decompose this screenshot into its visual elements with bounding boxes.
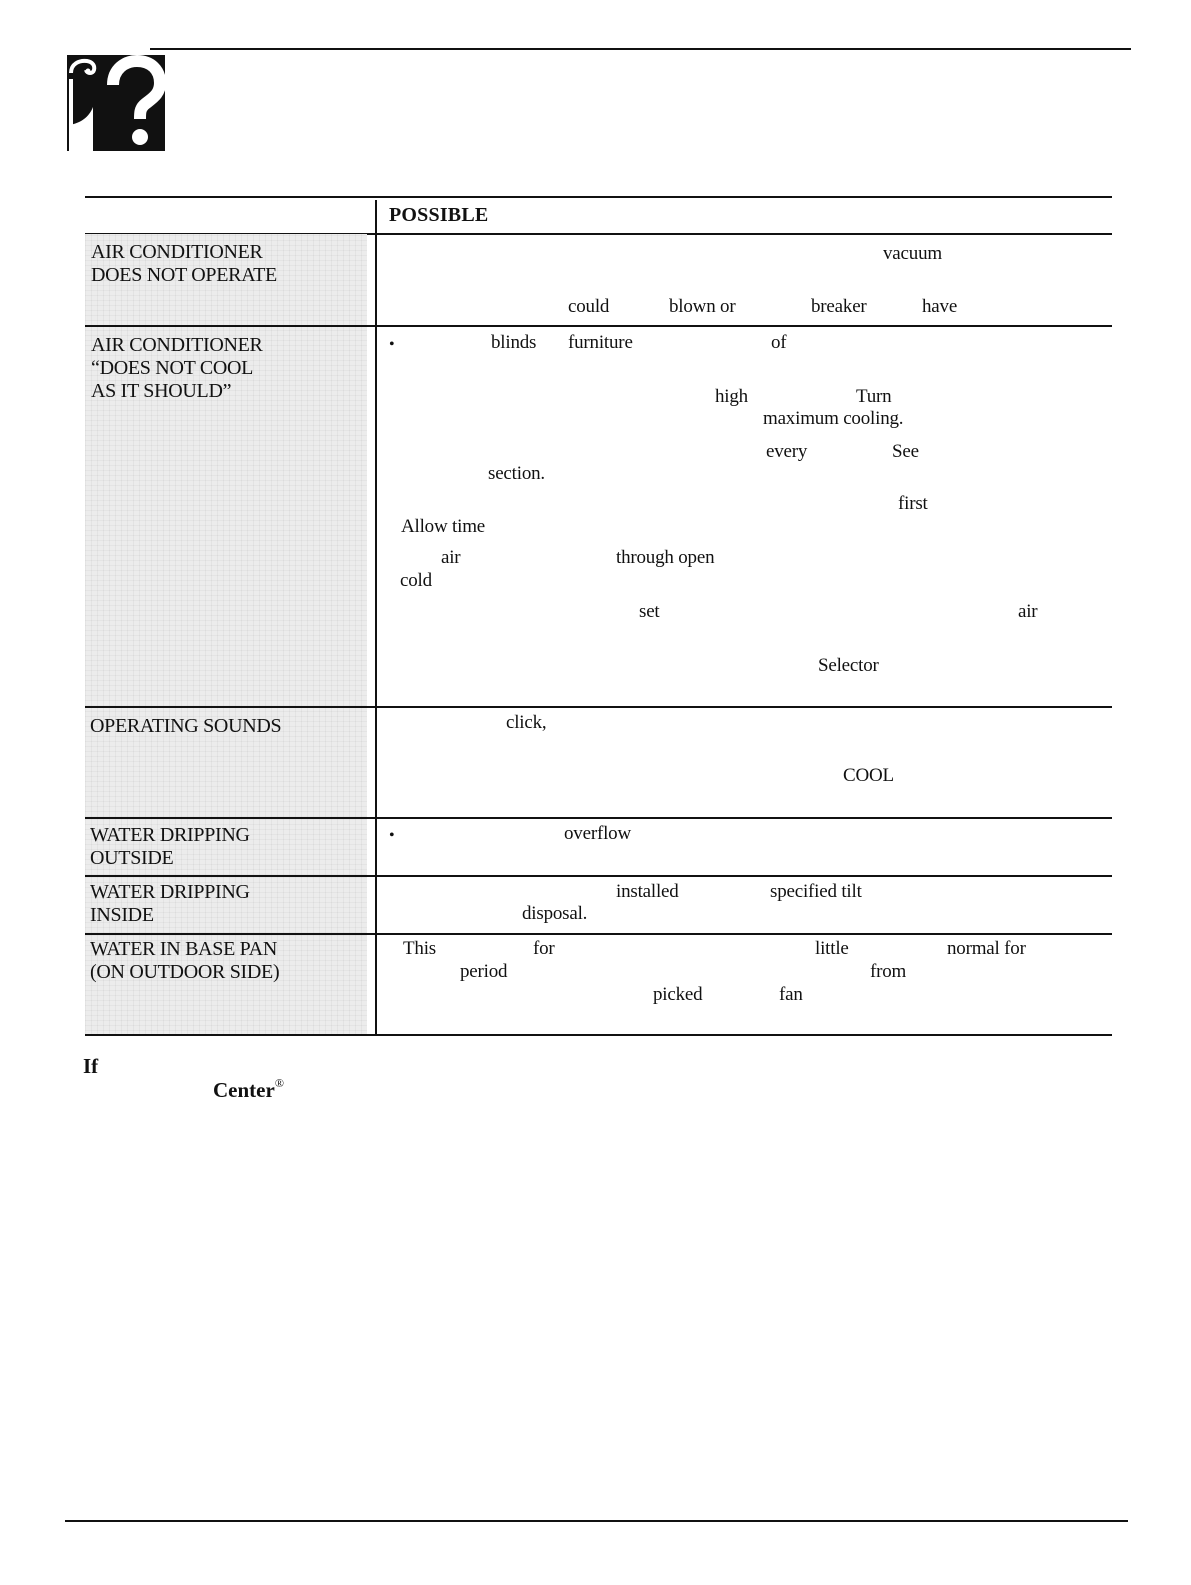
help-face-question-icon [67, 55, 165, 151]
cause-word: of [771, 332, 787, 353]
problem-cell [85, 935, 367, 1036]
cause-word: through open [616, 547, 715, 568]
cause-word: furniture [568, 332, 633, 353]
cause-word: Turn [856, 386, 892, 407]
cause-word: section. [488, 463, 545, 484]
registered-mark: ® [274, 1076, 284, 1090]
cause-word: normal for [947, 938, 1026, 959]
footer-line-2 [213, 1078, 284, 1103]
cause-word: blinds [491, 332, 537, 353]
cause-word: COOL [843, 765, 894, 786]
cause-word: for [533, 938, 555, 959]
cause-word: installed [616, 881, 679, 902]
table-top-rule [85, 196, 1112, 198]
problem-label: AIR CONDITIONER DOES NOT OPERATE [91, 241, 277, 286]
bullet: • [389, 336, 395, 353]
cause-word: blown or [669, 296, 736, 317]
problem-label: AIR CONDITIONER “DOES NOT COOL AS IT SHOULD” [91, 334, 263, 402]
cause-word: fan [779, 984, 803, 1005]
cause-word: specified tilt [770, 881, 862, 902]
help-logo [67, 55, 165, 151]
cause-word: cold [400, 570, 432, 591]
cause-word: disposal. [522, 903, 588, 924]
cause-word: air [1018, 601, 1038, 622]
cause-word: air [441, 547, 461, 568]
problem-label: WATER DRIPPING OUTSIDE [90, 824, 250, 869]
cause-word: period [460, 961, 508, 982]
cause-word: picked [653, 984, 703, 1005]
problem-label: WATER IN BASE PAN (ON OUTDOOR SIDE) [90, 938, 280, 983]
problem-cell [85, 708, 367, 817]
bullet: • [389, 827, 395, 844]
cause-word: Selector [818, 655, 879, 676]
cause-word: vacuum [883, 243, 942, 264]
cause-word: first [898, 493, 928, 514]
problem-label: WATER DRIPPING INSIDE [90, 881, 250, 926]
cause-word: This [403, 938, 436, 959]
problem-label: OPERATING SOUNDS [90, 715, 282, 737]
cause-word: click, [506, 712, 547, 733]
cause-word: every [766, 441, 808, 462]
cause-word: Allow time [401, 516, 486, 537]
cause-word: high [715, 386, 748, 407]
problem-cell [85, 877, 367, 933]
service-center-text: Center [213, 1078, 275, 1102]
troubleshooting-table [85, 196, 1112, 1036]
problem-cell [85, 234, 367, 326]
cause-word: breaker [811, 296, 867, 317]
problem-cell [85, 819, 367, 875]
cause-word: set [639, 601, 660, 622]
problem-cell [85, 327, 367, 706]
cause-word: have [922, 296, 958, 317]
footer-line-1: If [83, 1054, 99, 1078]
cause-word: overflow [564, 823, 631, 844]
top-rule [150, 48, 1131, 50]
table-bottom-rule [85, 1034, 1112, 1036]
cause-word: little [815, 938, 849, 959]
cause-word: See [892, 441, 919, 462]
cause-word: maximum cooling. [763, 408, 904, 429]
cause-word: from [870, 961, 907, 982]
header-possible-cause: POSSIBLE [389, 204, 489, 226]
cause-word: could [568, 296, 610, 317]
bottom-rule [65, 1520, 1128, 1522]
